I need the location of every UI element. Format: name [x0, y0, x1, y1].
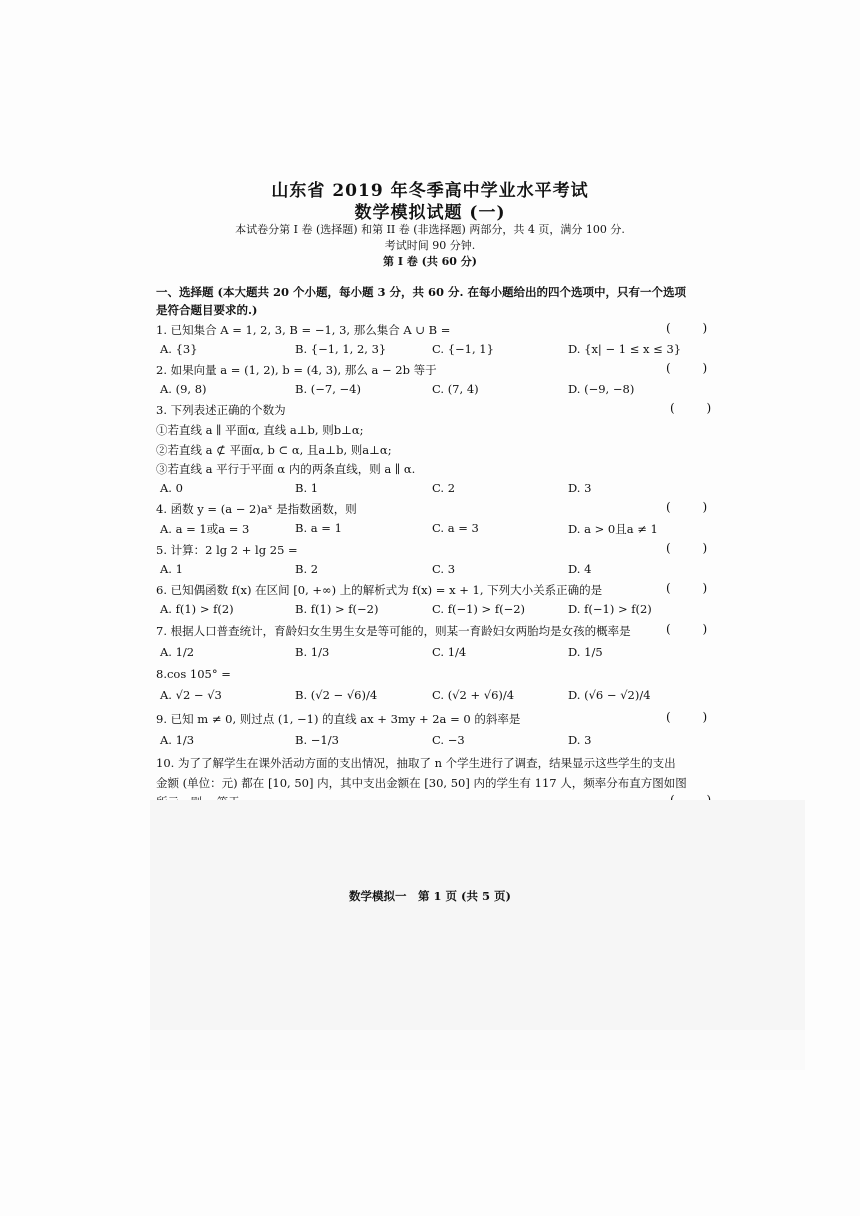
option-c: C. a = 3 [432, 521, 479, 535]
question-7-stem: 7. 根据人口普查统计，育龄妇女生男生女是等可能的，则某一育龄妇女两胎均是女孩的概率是 [156, 624, 631, 638]
option-c: C. (√2 + √6)/4 [432, 688, 515, 702]
option-b: B. 1 [295, 481, 319, 495]
option-d: D. f(−1) > f(2) [568, 602, 652, 616]
answer-blank: ( ) [666, 541, 722, 555]
exam-info: 本试卷分第 I 卷 (选择题) 和第 II 卷 (非选择题) 两部分，共 4 页，满分 100 分. [235, 223, 625, 236]
option-b: B. {−1, 1, 2, 3} [295, 342, 387, 356]
answer-blank: ( ) [666, 581, 722, 595]
scan-shading [150, 1030, 805, 1070]
option-a: A. √2 − √3 [160, 688, 222, 702]
option-c: C. 3 [432, 562, 456, 576]
option-b: B. (√2 − √6)/4 [295, 688, 378, 702]
option-a: A. 1/3 [160, 733, 195, 747]
option-b: B. −1/3 [295, 733, 339, 747]
option-a: A. 1/2 [160, 645, 195, 659]
option-b: B. a = 1 [295, 521, 342, 535]
option-a: A. f(1) > f(2) [160, 602, 234, 616]
section-instructions: 一、选择题 (本大题共 20 个小题，每小题 3 分，共 60 分. 在每小题给出的四个选项中，只有一个选项 [156, 285, 686, 299]
scan-shading [150, 800, 805, 1030]
option-c: C. (7, 4) [432, 382, 479, 396]
option-d: D. 4 [568, 562, 592, 576]
option-a: A. (9, 8) [160, 382, 207, 396]
answer-blank: ( ) [666, 622, 722, 636]
section-instructions-cont: 是符合题目要求的.) [156, 303, 258, 317]
answer-blank: ( ) [666, 321, 722, 335]
option-d: D. a > 0且a ≠ 1 [568, 522, 658, 536]
question-2-stem: 2. 如果向量 a = (1, 2), b = (4, 3), 那么 a − 2b 等于 [156, 363, 437, 377]
option-d: D. 3 [568, 733, 592, 747]
question-3-statement-2: ②若直线 a ⊄ 平面α, b ⊂ α, 且a⊥b, 则a⊥α; [156, 443, 392, 457]
question-1-stem: 1. 已知集合 A = 1, 2, 3, B = −1, 3, 那么集合 A ∪ B = [156, 323, 451, 337]
option-b: B. f(1) > f(−2) [295, 602, 379, 616]
exam-title: 山东省 2019 年冬季高中学业水平考试 [271, 181, 589, 201]
question-8-stem: 8.cos 105° = [156, 667, 231, 681]
question-3-statement-3: ③若直线 a 平行于平面 α 内的两条直线，则 a ∥ α. [156, 462, 416, 476]
answer-blank: ( ) [666, 500, 722, 514]
option-d: D. 1/5 [568, 645, 603, 659]
answer-blank: ( ) [666, 710, 722, 724]
option-d: D. {x| − 1 ≤ x ≤ 3} [568, 342, 682, 356]
option-b: B. 1/3 [295, 645, 330, 659]
answer-blank: ( ) [666, 361, 722, 375]
option-b: B. 2 [295, 562, 319, 576]
option-d: D. 3 [568, 481, 592, 495]
question-3-statement-1: ①若直线 a ∥ 平面α, 直线 a⊥b, 则b⊥α; [156, 423, 364, 437]
option-a: A. a = 1或a = 3 [160, 522, 250, 536]
question-10-stem: 10. 为了了解学生在课外活动方面的支出情况，抽取了 n 个学生进行了调查，结果显示这些学生的支出 [156, 756, 676, 770]
option-a: A. 0 [160, 481, 183, 495]
exam-subtitle: 数学模拟试题 (一) [354, 203, 506, 223]
question-9-stem: 9. 已知 m ≠ 0, 则过点 (1, −1) 的直线 ax + 3my + 2a = 0 的斜率是 [156, 712, 521, 726]
question-10-stem-cont: 金额 (单位：元) 都在 [10, 50] 内，其中支出金额在 [30, 50] 内的学生有 117 人，频率分布直方图如图 [156, 776, 687, 790]
option-c: C. −3 [432, 733, 465, 747]
question-6-stem: 6. 已知偶函数 f(x) 在区间 [0, +∞) 上的解析式为 f(x) = x + 1, 下列大小关系正确的是 [156, 583, 603, 597]
option-a: A. {3} [160, 342, 198, 356]
page-footer: 数学模拟一 第 1 页 (共 5 页) [349, 889, 511, 903]
option-c: C. {−1, 1} [432, 342, 494, 356]
answer-blank: ( ) [670, 401, 726, 415]
option-b: B. (−7, −4) [295, 382, 361, 396]
option-c: C. 1/4 [432, 645, 467, 659]
question-3-stem: 3. 下列表述正确的个数为 [156, 403, 286, 417]
exam-duration: 考试时间 90 分钟. [384, 239, 476, 252]
option-c: C. f(−1) > f(−2) [432, 602, 526, 616]
option-c: C. 2 [432, 481, 456, 495]
option-d: D. (−9, −8) [568, 382, 635, 396]
question-4-stem: 4. 函数 y = (a − 2)aˣ 是指数函数，则 [156, 502, 357, 516]
question-5-stem: 5. 计算：2 lg 2 + lg 25 = [156, 543, 298, 557]
part-heading: 第 I 卷 (共 60 分) [382, 255, 477, 268]
option-d: D. (√6 − √2)/4 [568, 688, 651, 702]
option-a: A. 1 [160, 562, 183, 576]
